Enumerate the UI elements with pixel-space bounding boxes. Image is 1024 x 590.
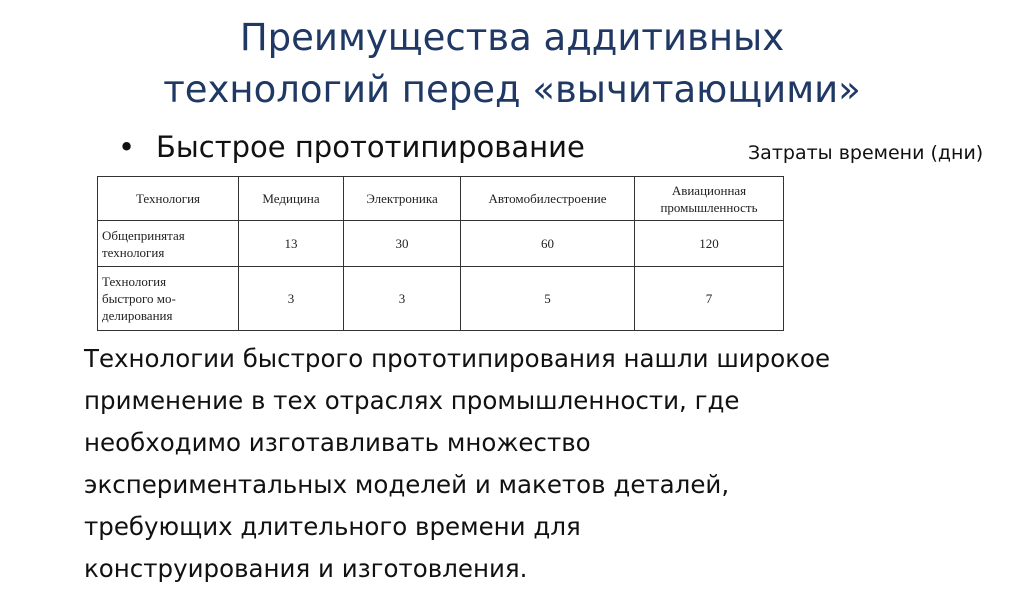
- table-header-cell: [635, 177, 784, 221]
- header-line: Авиационная: [671, 182, 747, 198]
- description-paragraph: [84, 338, 984, 590]
- comparison-table: [97, 176, 784, 331]
- bullet-text: Быстрое прототипирование: [156, 130, 585, 164]
- table-cell: 3: [344, 267, 461, 331]
- paragraph-line: необходимо изготавливать множество: [84, 428, 591, 457]
- bullet-item: [118, 130, 585, 164]
- paragraph-line: конструирования и изготовления.: [84, 554, 528, 583]
- paragraph-line: экспериментальных моделей и макетов деталей,: [84, 470, 730, 499]
- row-label-line: технология: [102, 244, 165, 260]
- slide-title: [0, 12, 1024, 116]
- table-header-cell: Медицина: [239, 177, 344, 221]
- bullet-marker: •: [118, 130, 136, 164]
- table-cell: 7: [635, 267, 784, 331]
- table-cell: 60: [461, 221, 635, 267]
- row-label-line: делирования: [102, 308, 173, 323]
- table-header-cell: Автомобилестроение: [461, 177, 635, 221]
- table-cell: 5: [461, 267, 635, 331]
- table-cell: 30: [344, 221, 461, 267]
- row-label-line: быстрого мо-: [102, 291, 176, 306]
- paragraph-line: Технологии быстрого прототипирования нашли широкое: [84, 344, 831, 373]
- header-line: промышленность: [660, 199, 758, 215]
- paragraph-line: применение в тех отраслях промышленности, где: [84, 386, 740, 415]
- row-label-line: Технология: [102, 274, 167, 289]
- table-row-label: [98, 267, 239, 331]
- table-header-cell: Электроника: [344, 177, 461, 221]
- slide-title-line-2: технологий перед «вычитающими»: [163, 68, 861, 111]
- paragraph-line: требующих длительного времени для: [84, 512, 581, 541]
- table-header-row: [98, 177, 784, 221]
- table-row: [98, 267, 784, 331]
- table-row: [98, 221, 784, 267]
- table-cell: 13: [239, 221, 344, 267]
- time-cost-note: Затраты времени (дни): [748, 142, 984, 164]
- slide-title-line-1: Преимущества аддитивных: [239, 16, 785, 59]
- table-cell: 3: [239, 267, 344, 331]
- row-label-line: Общепринятая: [102, 227, 185, 243]
- table-header-cell: Технология: [98, 177, 239, 221]
- table-row-label: [98, 221, 239, 267]
- table-cell: 120: [635, 221, 784, 267]
